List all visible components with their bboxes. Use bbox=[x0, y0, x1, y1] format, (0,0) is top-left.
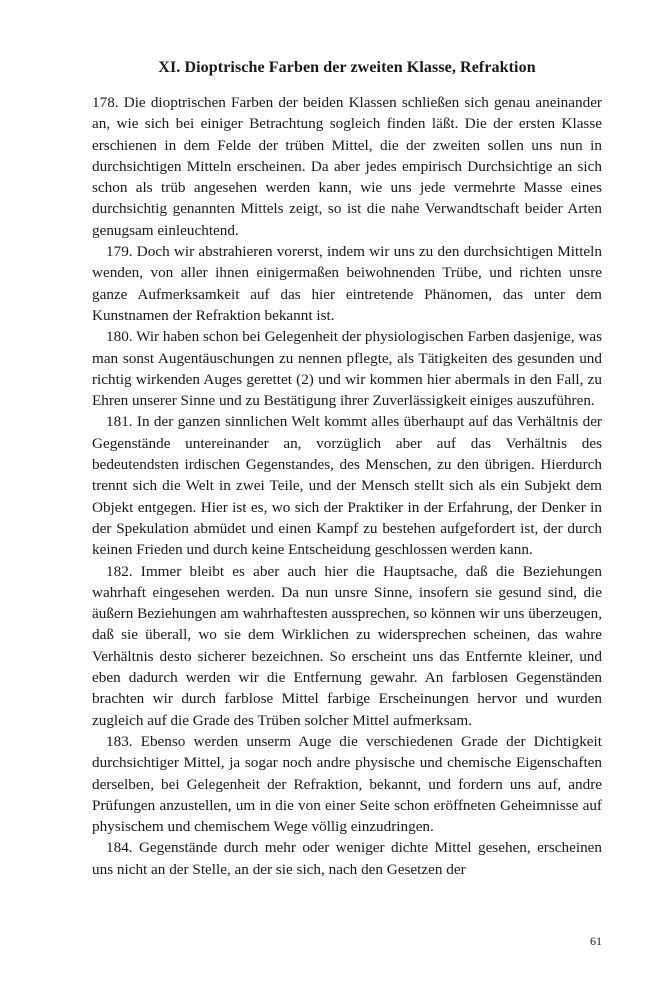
body-text bbox=[92, 92, 602, 880]
paragraph-181: 181. In der ganzen sinnlichen Welt kommt alles überhaupt auf das Verhältnis der Gegenstände untereinander an, vorzüglich aber auf das Verhältnis des bedeutendsten irdischen Gegenstandes, des Menschen, zu den übrigen. Hierdurch trennt sich die Welt in zwei Teile, und der Mensch stellt sich als ein Subjekt dem Objekt entgegen. Hier ist es, wo sich der Praktiker in der Erfahrung, der Denker in der Spekulation abmüdet und einen Kampf zu bestehen aufgefordert ist, der durch keinen Frieden und durch keine Entscheidung geschlossen werden kann. bbox=[92, 413, 602, 559]
page-number: 61 bbox=[590, 934, 602, 948]
paragraph-178: 178. Die dioptrischen Farben der beiden Klassen schließen sich genau aneinander an, wie sich bei einiger Betrachtung sogleich finden läßt. Die der ersten Klasse erschienen in dem Felde der trüben Mittel, die der zweiten sollen uns nun in durchsichtigen Mitteln erscheinen. Da aber jedes empirisch Durchsichtige an sich schon als trüb angesehen werden kann, wie uns jede vermehrte Masse eines durchsichtig genannten Mittels zeigt, so ist die nahe Verwandtschaft beider Arten genugsam einleuchtend. bbox=[92, 94, 602, 239]
paragraph-179: 179. Doch wir abstrahieren vorerst, indem wir uns zu den durchsichtigen Mitteln wenden, von aller ihnen einigermaßen beiwohnenden Trübe, und richten unsre ganze Aufmerksamkeit auf das hier eintretende Phänomen, das unter dem Kunstnamen der Refraktion bekannt ist. bbox=[92, 243, 602, 324]
paragraph-180: 180. Wir haben schon bei Gelegenheit der physiologischen Farben dasjenige, was man sonst Augentäuschungen zu nennen pflegte, als Tätigkeiten des gesunden und richtig wirkenden Auges gerettet (2) und wir kommen hier abermals in den Fall, zu Ehren unserer Sinne und zu Bestätigung ihrer Zuverlässigkeit einiges auszuführen. bbox=[92, 328, 602, 410]
paragraph-184: 184. Gegenstände durch mehr oder weniger dichte Mittel gesehen, erscheinen uns nicht an der Stelle, an der sie sich, nach den Gesetzen der bbox=[92, 839, 602, 878]
paragraph-183: 183. Ebenso werden unserm Auge die verschiedenen Grade der Dichtigkeit durchsichtiger Mittel, ja sogar noch andre physische und chemische Eigenschaften derselben, bei Gelegenheit der Refraktion, bekannt, und fordern uns auf, andre Prüfungen anzustellen, um in die von einer Seite schon eröffneten Geheimnisse auf physischem und chemischem Wege völlig einzudringen. bbox=[92, 732, 602, 836]
paragraph-182: 182. Immer bleibt es aber auch hier die Hauptsache, daß die Beziehungen wahrhaft eingesehen werden. Da nun unsre Sinne, insofern sie gesund sind, die äußern Beziehungen am wahrhaftesten aussprechen, so können wir uns überzeugen, daß sie überall, wo sie dem Wirklichen zu widersprechen scheinen, das wahre Verhältnis desto sicherer bezeichnen. So erscheint uns das Entfernte kleiner, und eben dadurch werden wir die Entfernung gewahr. An farblosen Gegenständen brachten wir durch farblose Mittel farbige Erscheinungen hervor und wurden zugleich auf die Grade des Trüben solcher Mittel aufmerksam. bbox=[92, 562, 602, 729]
chapter-title: XI. Dioptrische Farben der zweiten Klasse, Refraktion bbox=[158, 59, 536, 76]
